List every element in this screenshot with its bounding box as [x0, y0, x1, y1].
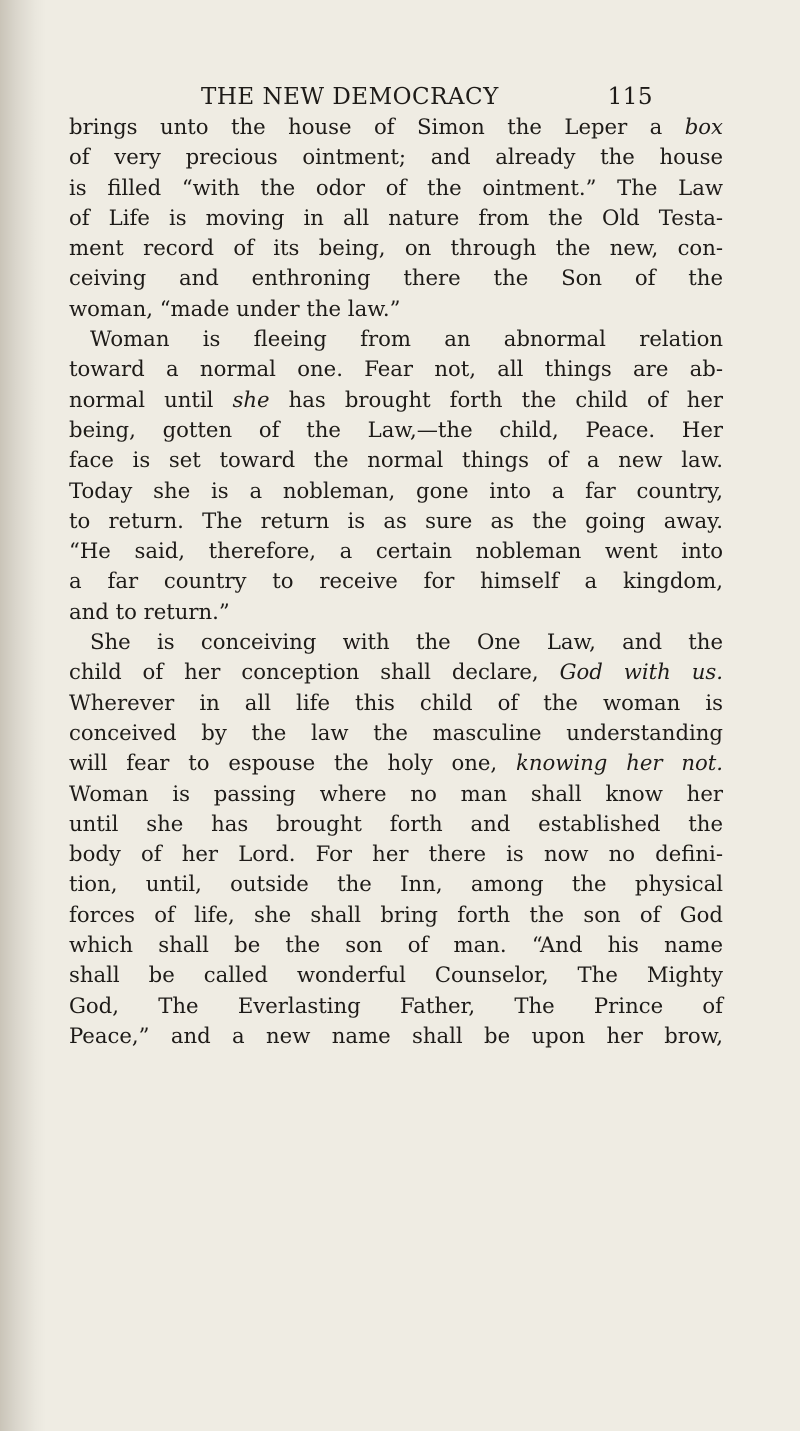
text-line: to return. The return is as sure as the going away.: [69, 507, 723, 533]
text-line: Wherever in all life this child of the woman is: [69, 689, 723, 715]
text-line: face is set toward the normal things of a new law.: [69, 447, 723, 473]
text-line: She is conceiving with the One Law, and the: [90, 629, 723, 655]
text-line: conceived by the law the masculine understanding: [69, 719, 723, 745]
text-line: toward a normal one. Fear not, all things are ab-: [69, 356, 723, 382]
text-line: being, gotten of the Law,—the child, Peace. Her: [69, 416, 723, 442]
text-line: forces of life, she shall bring forth the son of God: [69, 901, 723, 927]
text-line: of very precious ointment; and already the house: [69, 144, 723, 170]
text-line: which shall be the son of man. “And his name: [69, 932, 723, 958]
text-line: will fear to espouse the holy one, knowing her not.: [69, 750, 723, 776]
text-line: body of her Lord. For her there is now no defini-: [69, 841, 723, 867]
text-line: brings unto the house of Simon the Leper a box: [69, 114, 723, 139]
text-line: child of her conception shall declare, God with us.: [69, 659, 724, 685]
text-line: normal until she has brought forth the child of her: [69, 386, 724, 412]
body-text: [69, 112, 723, 1051]
text-line: God, The Everlasting Father, The Prince of: [69, 992, 723, 1018]
text-line: “He said, therefore, a certain nobleman went into: [69, 538, 723, 564]
text-line: Woman is fleeing from an abnormal relation: [90, 326, 723, 352]
text-line: Peace,” and a new name shall be upon her brow,: [69, 1022, 723, 1048]
text-line: shall be called wonderful Counselor, The Mighty: [69, 962, 723, 988]
text-line: a far country to receive for himself a kingdom,: [69, 568, 723, 594]
text-line: Today she is a nobleman, gone into a far country,: [69, 477, 723, 503]
text-line: ment record of its being, on through the new, con-: [69, 235, 723, 261]
text-line: is filled “with the odor of the ointment.” The Law: [69, 174, 723, 200]
text-line: until she has brought forth and established the: [69, 810, 723, 836]
running-title: THE NEW DEMOCRACY: [201, 84, 499, 110]
text-line: woman, “made under the law.”: [69, 295, 401, 321]
text-line: and to return.”: [69, 598, 230, 624]
text-line: Woman is passing where no man shall know her: [69, 780, 723, 806]
page-number: 115: [607, 84, 653, 110]
text-line: tion, until, outside the Inn, among the physical: [69, 871, 723, 897]
text-line: of Life is moving in all nature from the Old Testa-: [69, 204, 723, 230]
text-line: ceiving and enthroning there the Son of the: [69, 265, 723, 291]
